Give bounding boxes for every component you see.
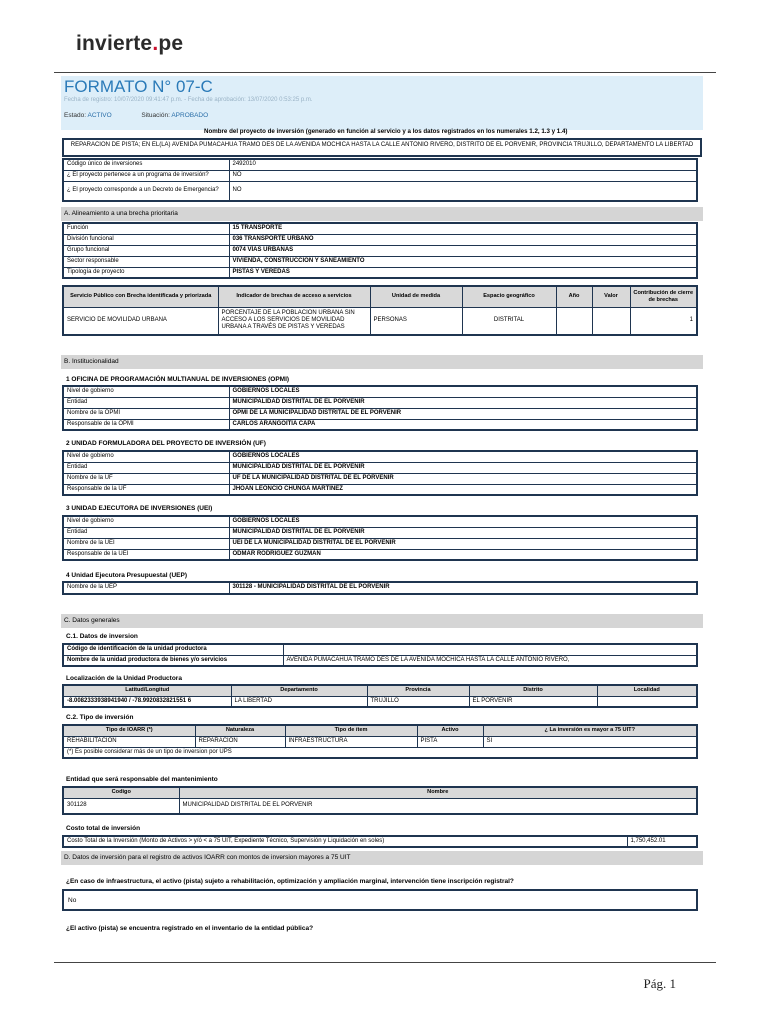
tipo-note: (*) Es posible considerar más de un tipo de inversion por UPS	[63, 747, 697, 758]
table-row: ¿ El proyecto corresponde a un Decreto de Emergencia? NO	[63, 181, 697, 201]
question-inscripcion: ¿En caso de infraestructura, el activo (pista) sujeto a rehabilitación, optimización y ampliación marginal, intervención tiene inscripción registral?	[66, 878, 514, 885]
brecha-table	[62, 285, 698, 336]
table-row: 301128 MUNICIPALIDAD DISTRITAL DE EL PORVENIR	[63, 798, 697, 814]
table-row: Nombre de la UEI UEI DE LA MUNICIPALIDAD DISTRITAL DE EL PORVENIR	[63, 538, 697, 549]
c1-title: C.1. Datos de inversion	[66, 633, 138, 640]
table-row: Sector responsable VIVIENDA, CONSTRUCCION Y SANEAMIENTO	[63, 256, 697, 267]
table-row: Responsable de la UF JHOAN LEONCIO CHUNGA MARTINEZ	[63, 484, 697, 495]
alineamiento-table	[62, 222, 698, 279]
table-row: Nivel de gobierno GOBIERNOS LOCALES	[63, 451, 697, 462]
form-dates: Fecha de registro: 10/07/2020 09:41:47 p.m. - Fecha de aprobación: 13/07/2020 0:53:25 p.m.	[64, 97, 313, 103]
costo-value: 1,750,452.01	[627, 836, 697, 847]
uf-table	[62, 450, 698, 496]
table-row: Nivel de gobierno GOBIERNOS LOCALES	[63, 386, 697, 397]
table-header-row: Latitud/Longitud Departamento Provincia Distrito Localidad	[63, 685, 697, 696]
status-row	[64, 112, 208, 119]
table-row: Función 15 TRANSPORTE	[63, 223, 697, 234]
localizacion-title: Localización de la Unidad Productora	[66, 675, 182, 682]
table-row: ¿ El proyecto pertenece a un programa de inversión? NO	[63, 170, 697, 181]
section-a-title: A. Alineamiento a una brecha prioritaria	[61, 207, 703, 221]
table-row	[63, 747, 697, 758]
localizacion-table	[62, 684, 698, 708]
table-row: Nombre de la UF UF DE LA MUNICIPALIDAD DISTRITAL DE EL PORVENIR	[63, 473, 697, 484]
table-header-row: Tipo de IOARR (*) Naturaleza Tipo de ítem Activo ¿ La inversión es mayor a 75 UIT?	[63, 725, 697, 736]
uep-title: 4 Unidad Ejecutora Presupuestal (UEP)	[66, 572, 188, 579]
table-row: División funcional 036 TRANSPORTE URBANO	[63, 234, 697, 245]
header-divider	[54, 72, 716, 73]
situacion-value: APROBADO	[171, 112, 209, 119]
table-row: Responsable de la UEI ODMAR RODRIGUEZ GUZMAN	[63, 549, 697, 560]
opmi-title: 1 OFICINA DE PROGRAMACIÓN MULTIANUAL DE INVERSIONES (OPMI)	[66, 376, 290, 383]
tipo-inversion-table	[62, 724, 698, 759]
mantenimiento-table	[62, 786, 698, 815]
table-row: SERVICIO DE MOVILIDAD URBANA PORCENTAJE DE LA POBLACION URBANA SIN ACCESO A LOS SERVICIOS DE MOVILIDAD URBANA A TRAVÉS DE PISTAS Y VEREDAS PERSONAS DISTRITAL 1	[63, 307, 697, 335]
table-row: Nombre de la unidad productora de bienes y/o servicios AVENIDA PUMACAHUA TRAMO DES DE LA AVENIDA MOCHICA HASTA LA CALLE ANTONIO RIVERO,	[63, 655, 697, 666]
uf-title: 2 UNIDAD FORMULADORA DEL PROYECTO DE INVERSIÓN (UF)	[66, 440, 266, 447]
opmi-table	[62, 385, 698, 431]
table-row: REHABILITACION REPARACION INFRAESTRUCTURA PISTA SI	[63, 736, 697, 747]
question-inventario: ¿El activo (pista) se encuentra registrado en el inventario de la entidad pública?	[66, 925, 314, 932]
table-row: Entidad MUNICIPALIDAD DISTRITAL DE EL PORVENIR	[63, 527, 697, 538]
table-row: Responsable de la OPMI CARLOS ARANGOITIA CAPA	[63, 419, 697, 430]
table-row: Código único de inversiones 2492010	[63, 159, 697, 170]
section-d-title: D. Datos de inversión para el registro de activos IOARR con montos de inversion mayores a 75 UIT	[61, 851, 703, 865]
uei-table	[62, 515, 698, 561]
table-header-row: Codigo Nombre	[63, 787, 697, 798]
table-row: Grupo funcional 0074 VÍAS URBANAS	[63, 245, 697, 256]
costo-table	[62, 835, 698, 848]
table-header-row: Servicio Público con Brecha identificada y priorizada Indicador de brechas de acceso a servicios Unidad de medida Espacio geográfico Año Valor Contribución de cierre de brechas	[63, 286, 697, 307]
project-info-table	[62, 158, 698, 202]
table-row: Código de identificación de la unidad productora	[63, 644, 697, 655]
table-row: Nivel de gobierno GOBIERNOS LOCALES	[63, 516, 697, 527]
section-b-title: B. Institucionalidad	[61, 355, 703, 369]
estado-label: Estado:	[64, 112, 87, 119]
footer-divider	[54, 962, 716, 963]
form-title: FORMATO N° 07-C	[64, 77, 213, 96]
table-row: Nombre de la OPMI OPMI DE LA MUNICIPALIDAD DISTRITAL DE EL PORVENIR	[63, 408, 697, 419]
table-row: Entidad MUNICIPALIDAD DISTRITAL DE EL PORVENIR	[63, 462, 697, 473]
uep-table	[62, 581, 698, 595]
uei-title: 3 UNIDAD EJECUTORA DE INVERSIONES (UEI)	[66, 505, 213, 512]
project-name-heading: Nombre del proyecto de inversión (generado en función al servicio y a los datos registrados en los numerales 1.2, 1.3 y 1.4)	[204, 128, 568, 135]
section-c-title: C. Datos generales	[61, 614, 703, 628]
page-number: Pág. 1	[643, 976, 676, 991]
table-row: -8.0082333938941940 / -78.9920832821551 6 LA LIBERTAD TRUJILLO EL PORVENIR	[63, 696, 697, 707]
table-row: Costo Total de la Inversión (Monto de Activos > y/ó < a 75 UIT, Expediente Técnico, Supervisión y Liquidación en soles) 1,750,452.01	[63, 836, 697, 847]
table-row: Entidad MUNICIPALIDAD DISTRITAL DE EL PORVENIR	[63, 397, 697, 408]
mantenimiento-title: Entidad que será responsable del mantenimiento	[66, 776, 218, 783]
project-name: REPARACION DE PISTA; EN EL(LA) AVENIDA PUMACAHUA TRAMO DES DE LA AVENIDA MOCHICA HASTA LA CALLE ANTONIO RIVERO, DISTRITO DE EL PORVENIR, PROVINCIA TRUJILLO, DEPARTAMENTO LA LIBERTAD	[62, 138, 702, 157]
table-row: Nombre de la UEP 301128 - MUNICIPALIDAD DISTRITAL DE EL PORVENIR	[63, 582, 697, 594]
estado-value: ACTIVO	[87, 112, 112, 119]
c2-title: C.2. Tipo de inversión	[66, 714, 134, 721]
situacion-label: Situación:	[141, 112, 170, 119]
c1-table	[62, 643, 698, 667]
costo-title: Costo total de inversión	[66, 825, 141, 832]
invierte-pe-logo: invierte.pe	[76, 32, 184, 55]
table-row: Tipología de proyecto PISTAS Y VEREDAS	[63, 267, 697, 278]
answer-inscripcion: No	[62, 889, 698, 911]
